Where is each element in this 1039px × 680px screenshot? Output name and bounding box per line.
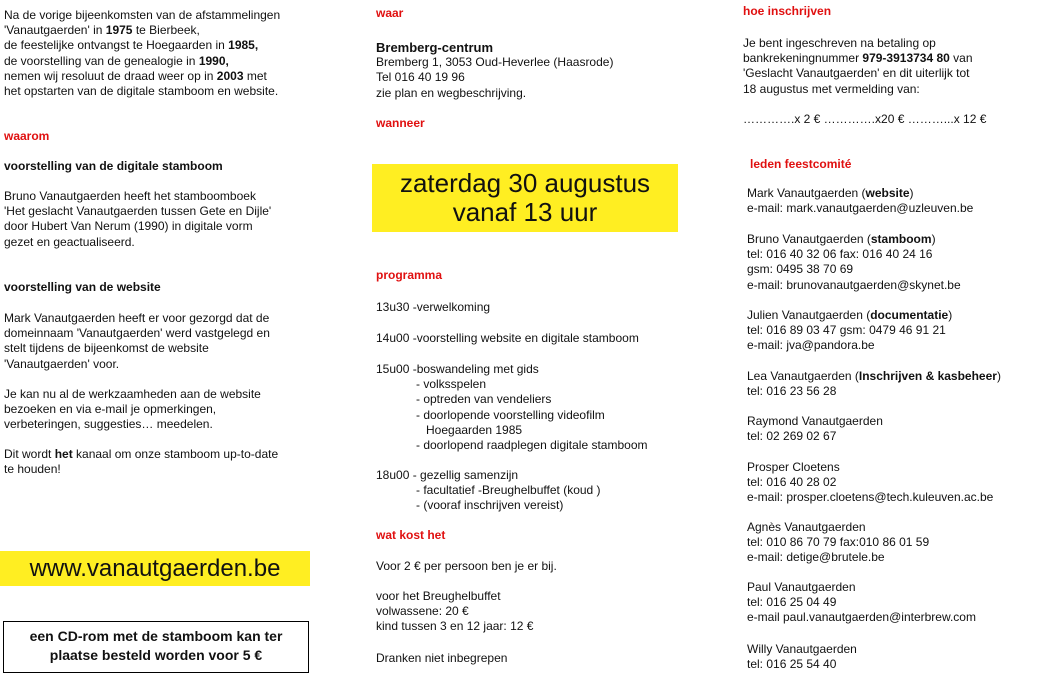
member-name: Raymond Vanautgaerden <box>747 414 883 428</box>
committee-member <box>747 520 929 566</box>
member-name: Willy Vanautgaerden <box>747 642 857 656</box>
venue-block: Bremberg-centrum Bremberg 1, 3053 Oud-Heverlee (Haasrode) Tel 016 40 19 96 zie plan en wegbeschrijving. <box>376 40 614 100</box>
intro-line: de voorstelling van de genealogie in 1990, <box>4 53 229 68</box>
member-name: Agnès Vanautgaerden <box>747 520 866 534</box>
website-url-banner[interactable]: www.vanautgaerden.be <box>0 551 310 586</box>
website-heading: voorstelling van de website <box>4 280 161 294</box>
wanneer-heading: wanneer <box>376 116 425 130</box>
cd-rom-notice: een CD-rom met de stamboom kan ter plaatse besteld worden voor 5 € <box>3 621 309 673</box>
inschrijven-heading: hoe inschrijven <box>743 4 832 18</box>
member-email[interactable]: e-mail: jva@pandora.be <box>747 338 875 353</box>
intro-line: het opstarten van de digitale stamboom en website. <box>4 84 279 99</box>
member-name: Lea Vanautgaerden (Inschrijven & kasbeheer) <box>747 369 1001 383</box>
payment-form-line: ………….x 2 € ………….x20 € ………...x 12 € <box>743 112 987 126</box>
member-role: website <box>865 186 910 200</box>
member-phone: tel: 016 40 32 06 fax: 016 40 24 16 <box>747 247 933 262</box>
member-role: stamboom <box>870 232 932 246</box>
programma-item: 14u00 -voorstelling website en digitale stamboom <box>376 331 639 345</box>
kanaal-paragraph: Dit wordt het kanaal om onze stamboom up-to-date te houden! <box>4 447 279 477</box>
member-email[interactable]: e-mail: brunovanautgaerden@skynet.be <box>747 277 961 292</box>
member-phone: tel: 016 23 56 28 <box>747 384 837 399</box>
waar-heading: waar <box>376 6 404 20</box>
member-name: Prosper Cloetens <box>747 460 840 474</box>
website-paragraph: Mark Vanautgaerden heeft er voor gezorgd dat de domeinnaam 'Vanautgaerden' werd vastgelegd en stelt tijdens de bijeenkomst de website 'Vanautgaerden' voor. <box>4 311 270 371</box>
date-banner: zaterdag 30 augustus vanaf 13 uur <box>372 164 678 232</box>
bank-account-number: 979-3913734 80 <box>862 51 950 66</box>
intro-line: de feestelijke ontvangst te Hoegaarden in 1985, <box>4 38 259 53</box>
programma-heading: programma <box>376 268 443 282</box>
comite-heading: leden feestcomité <box>750 157 852 171</box>
kost-heading: wat kost het <box>376 528 446 542</box>
committee-member <box>747 580 976 626</box>
member-name: Bruno Vanautgaerden (stamboom) <box>747 232 936 246</box>
buffet-prices: voor het Breughelbuffet volwassene: 20 € kind tussen 3 en 12 jaar: 12 € <box>376 589 534 634</box>
waarom-heading: waarom <box>4 129 50 143</box>
stamboom-heading: voorstelling van de digitale stamboom <box>4 159 223 173</box>
inschrijven-paragraph: Je bent ingeschreven na betaling op bankrekeningnummer 979-3913734 80 van 'Geslacht Vanautgaerden' en dit uiterlijk tot 18 augustus met vermelding van: <box>743 36 973 96</box>
member-role: Inschrijven & kasbeheer <box>858 369 997 383</box>
member-name: Julien Vanautgaerden (documentatie) <box>747 308 953 322</box>
member-email[interactable]: e-mail paul.vanautgaerden@interbrew.com <box>747 610 976 625</box>
member-phone: tel: 016 40 28 02 <box>747 475 837 490</box>
member-email[interactable]: e-mail: mark.vanautgaerden@uzleuven.be <box>747 201 974 216</box>
committee-member <box>747 232 961 293</box>
committee-member <box>747 186 973 216</box>
committee-member <box>747 642 857 672</box>
member-phone: tel: 016 89 03 47 gsm: 0479 46 91 21 <box>747 323 946 338</box>
member-email[interactable]: e-mail: detige@brutele.be <box>747 550 885 565</box>
member-email[interactable]: e-mail: prosper.cloetens@tech.kuleuven.ac.be <box>747 490 994 505</box>
member-name: Mark Vanautgaerden (website) <box>747 186 914 200</box>
programma-item: 18u00 - gezellig samenzijn - facultatief -Breughelbuffet (koud ) - (vooraf inschrijven vereist) <box>376 468 601 513</box>
committee-member <box>747 308 952 354</box>
member-phone: tel: 016 25 54 40 <box>747 657 837 672</box>
intro-line: Na de vorige bijeenkomsten van de afstammelingen <box>4 8 281 22</box>
stamboom-paragraph: Bruno Vanautgaerden heeft het stamboomboek 'Het geslacht Vanautgaerden tussen Gete en Dijle' door Hubert Van Nerum (1990) in digitale vorm gezet en geactualiseerd. <box>4 189 272 249</box>
kost-line: Voor 2 € per persoon ben je er bij. <box>376 559 557 573</box>
intro-paragraph <box>4 8 280 99</box>
programma-item: 15u00 -boswandeling met gids - volksspelen - optreden van vendeliers - doorlopende voorstelling videofilm Hoegaarden 1985 - doorlopend raadplegen digitale stamboom <box>376 362 648 453</box>
member-phone: tel: 016 25 04 49 <box>747 595 837 610</box>
member-role: documentatie <box>870 308 949 322</box>
intro-line: nemen wij resoluut de draad weer op in 2003 met <box>4 68 267 83</box>
member-phone: tel: 010 86 70 79 fax:010 86 01 59 <box>747 535 930 550</box>
member-phone: tel: 02 269 02 67 <box>747 429 837 444</box>
committee-member <box>747 369 1001 399</box>
werk-paragraph: Je kan nu al de werkzaamheden aan de website bezoeken en via e-mail je opmerkingen, verbeteringen, suggesties… meedelen. <box>4 387 261 432</box>
committee-member <box>747 414 883 444</box>
drinks-note: Dranken niet inbegrepen <box>376 651 508 665</box>
programma-item: 13u30 -verwelkoming <box>376 300 491 314</box>
intro-line: 'Vanautgaerden' in 1975 te Bierbeek, <box>4 23 200 38</box>
member-name: Paul Vanautgaerden <box>747 580 856 594</box>
member-phone: gsm: 0495 38 70 69 <box>747 262 854 277</box>
route-link[interactable]: zie plan en wegbeschrijving. <box>376 85 527 100</box>
committee-member <box>747 460 993 506</box>
venue-name: Bremberg-centrum <box>376 40 494 55</box>
